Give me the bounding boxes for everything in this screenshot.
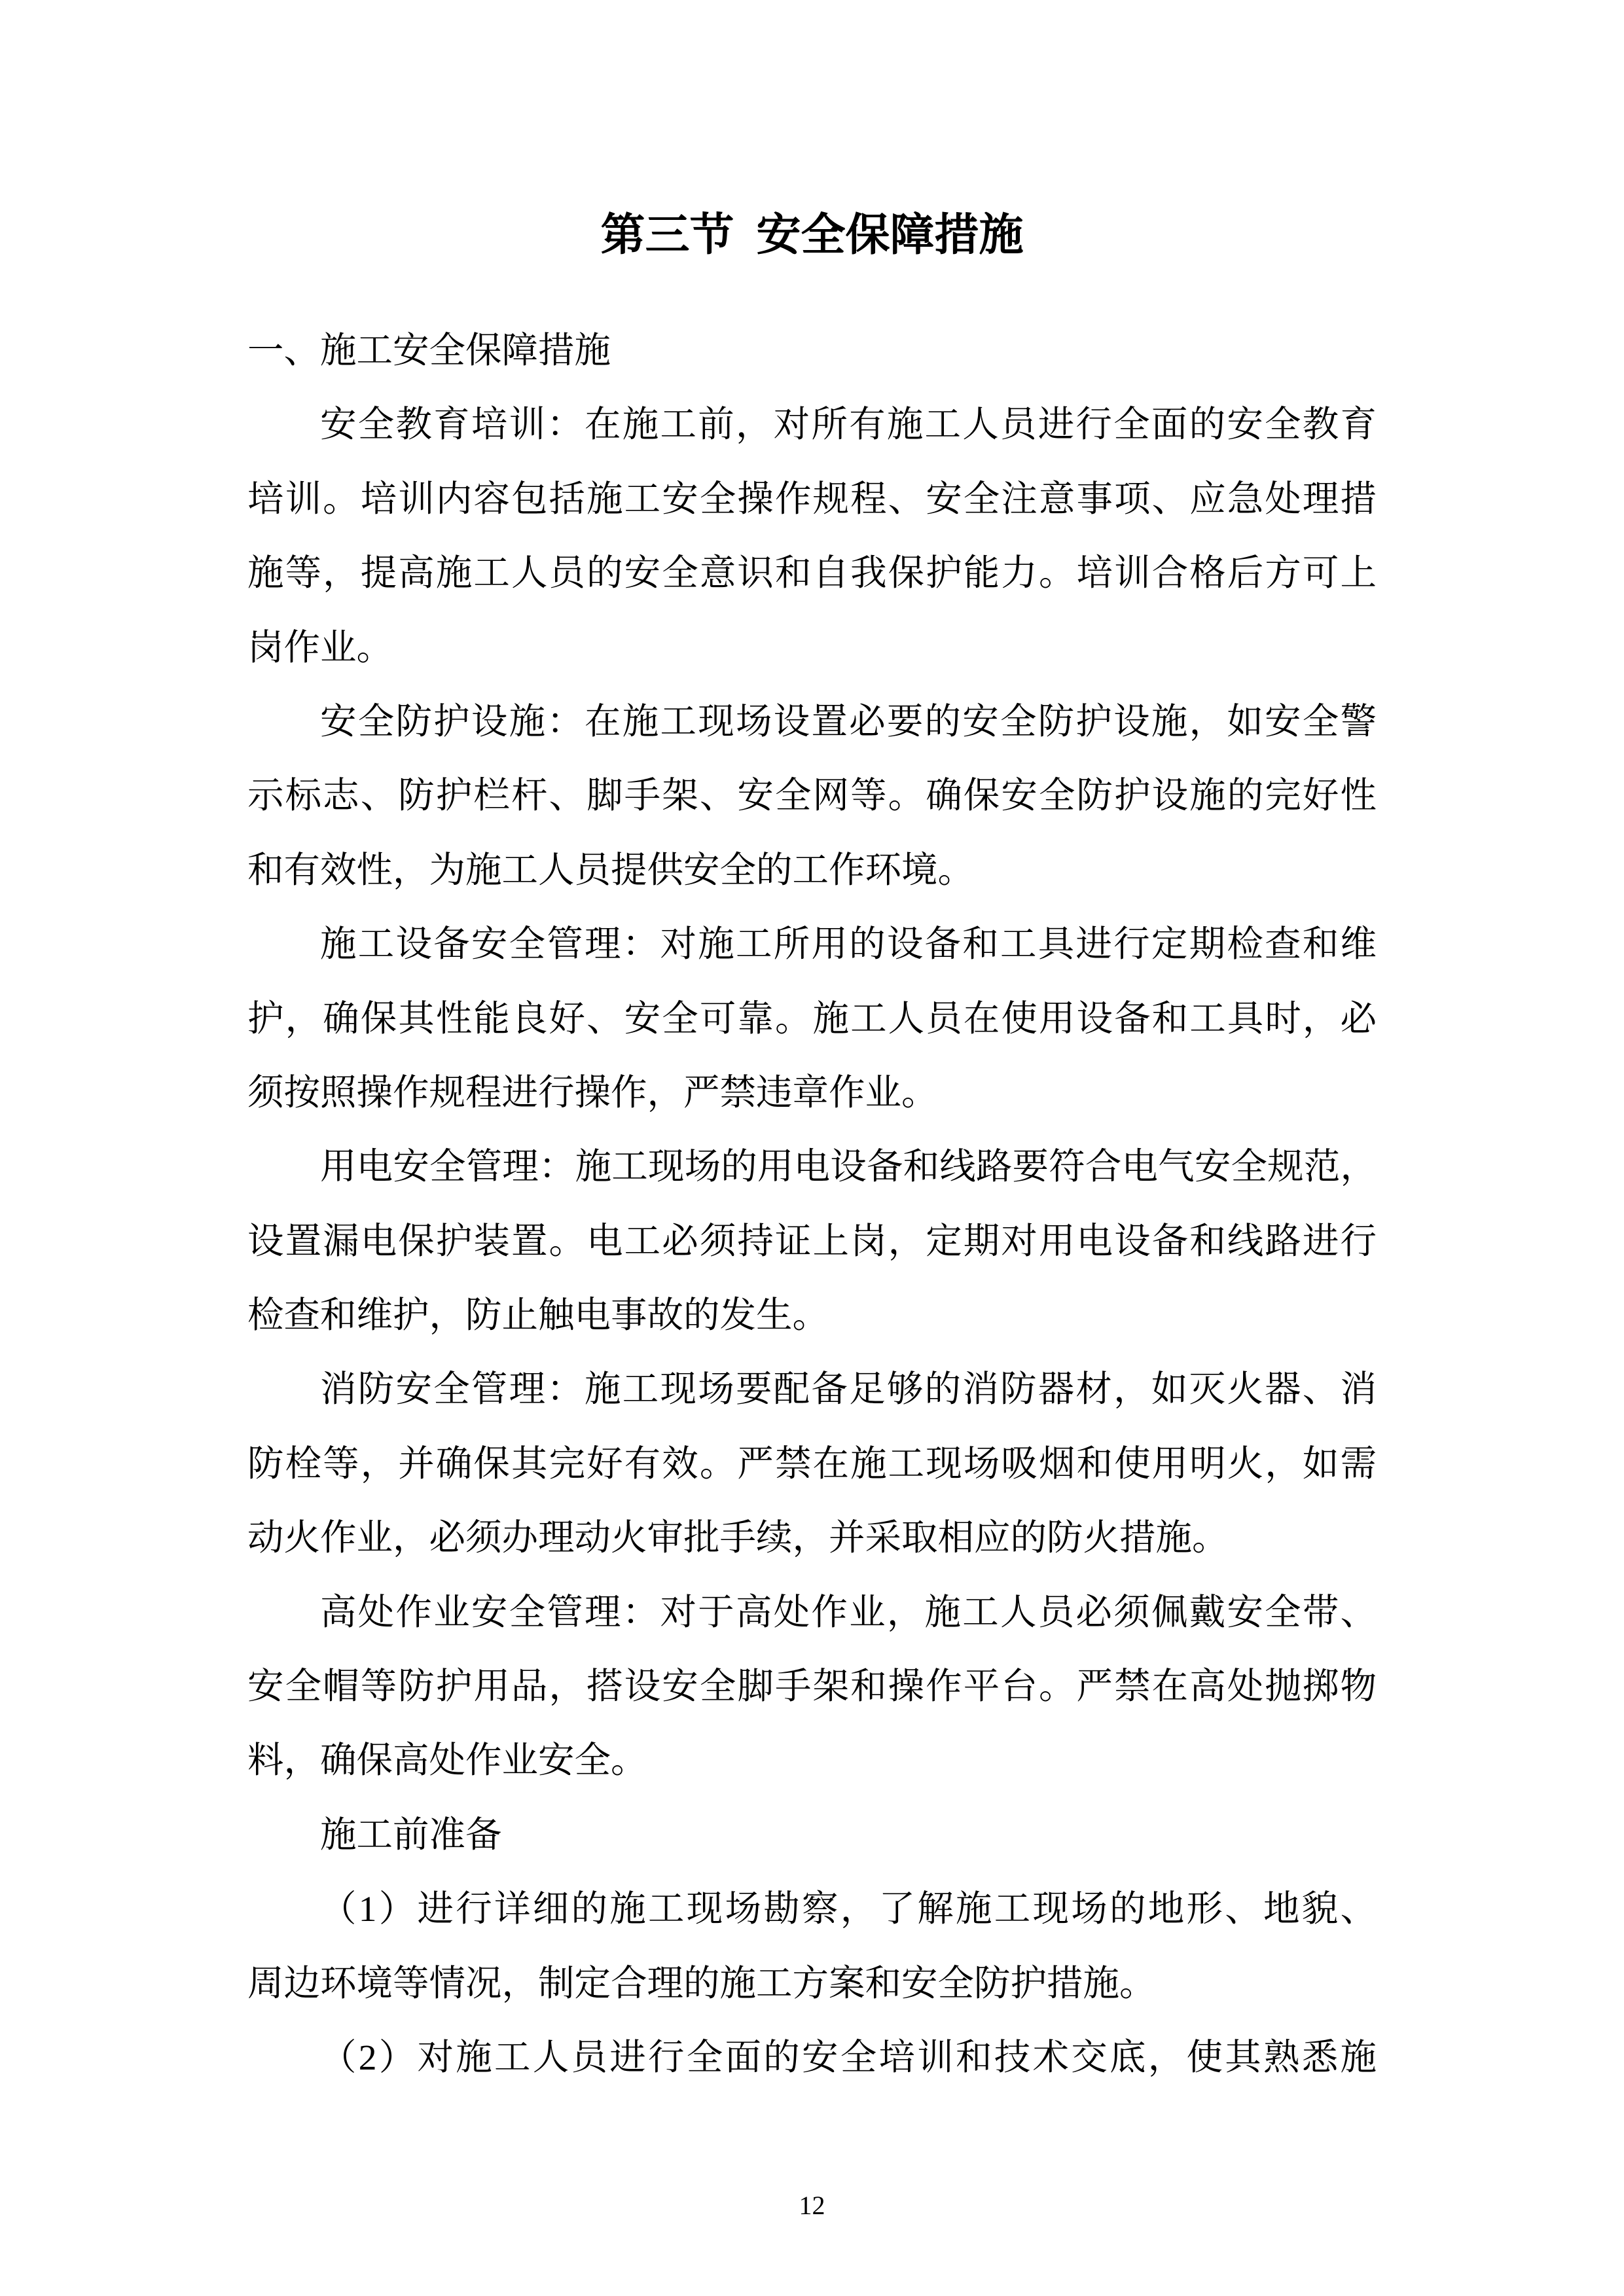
paragraph-line: 料，确保高处作业安全。 (247, 1741, 647, 1782)
paragraph-electrical-safety-management (247, 1142, 1377, 1365)
page-number: 12 (799, 2191, 825, 2220)
paragraph-line: 施等，提高施工人员的安全意识和自我保护能力。培训合格后方可上 (247, 554, 1377, 594)
list-item-line: （1）进行详细的施工现场勘察，了解施工现场的地形、地貌、 (320, 1890, 1377, 1930)
paragraph-line: 用电安全管理：施工现场的用电设备和线路要符合电气安全规范， (320, 1147, 1377, 1188)
paragraph-line: 安全防护设施：在施工现场设置必要的安全防护设施，如安全警 (320, 702, 1377, 742)
paragraph-line: 岗作业。 (247, 628, 393, 668)
list-item-line: 周边环境等情况，制定合理的施工方案和安全防护措施。 (247, 1964, 1156, 2004)
paragraph-safety-education (247, 400, 1377, 697)
paragraph-line: 动火作业，必须办理动火审批手续，并采取相应的防火措施。 (247, 1518, 1229, 1559)
paragraph-line: 须按照操作规程进行操作，严禁违章作业。 (247, 1073, 938, 1113)
paragraph-safety-protection-facilities (247, 697, 1377, 920)
paragraph-line: 安全教育培训：在施工前，对所有施工人员进行全面的安全教育 (320, 405, 1377, 446)
paragraph-line: 防栓等，并确保其完好有效。严禁在施工现场吸烟和使用明火，如需 (247, 1444, 1377, 1484)
paragraph-line: 护，确保其性能良好、安全可靠。施工人员在使用设备和工具时，必 (247, 999, 1377, 1039)
paragraph-line: 高处作业安全管理：对于高处作业，施工人员必须佩戴安全带、 (320, 1592, 1377, 1633)
paragraph-fire-safety-management (247, 1365, 1377, 1587)
paragraph-line: 示标志、防护栏杆、脚手架、安全网等。确保安全防护设施的完好性 (247, 776, 1377, 817)
paragraph-line: 设置漏电保护装置。电工必须持证上岗，定期对用电设备和线路进行 (247, 1221, 1377, 1262)
paragraph-line: 和有效性，为施工人员提供安全的工作环境。 (247, 850, 975, 891)
section-title: 第三节 安全保障措施 (600, 210, 1024, 260)
document-body (247, 326, 1377, 2107)
list-item (247, 1884, 1377, 2033)
paragraph-work-at-height-safety-management (247, 1588, 1377, 1810)
paragraph-line: 施工设备安全管理：对施工所用的设备和工具进行定期检查和维 (320, 925, 1377, 965)
paragraph-line: 检查和维护，防止触电事故的发生。 (247, 1296, 829, 1336)
paragraph-line: 安全帽等防护用品，搭设安全脚手架和操作平台。严禁在高处抛掷物 (247, 1667, 1377, 1708)
subheading-pre-construction-preparation: 施工前准备 (320, 1815, 502, 1856)
paragraph-equipment-safety-management (247, 920, 1377, 1142)
paragraph-line: 培训。培训内容包括施工安全操作规程、安全注意事项、应急处理措 (247, 479, 1377, 520)
section-heading: 一、施工安全保障措施 (247, 331, 611, 371)
list-item-line: （2）对施工人员进行全面的安全培训和技术交底，使其熟悉施 (320, 2037, 1377, 2078)
paragraph-line: 消防安全管理：施工现场要配备足够的消防器材，如灭火器、消 (320, 1370, 1377, 1410)
list-item (247, 2033, 1377, 2107)
